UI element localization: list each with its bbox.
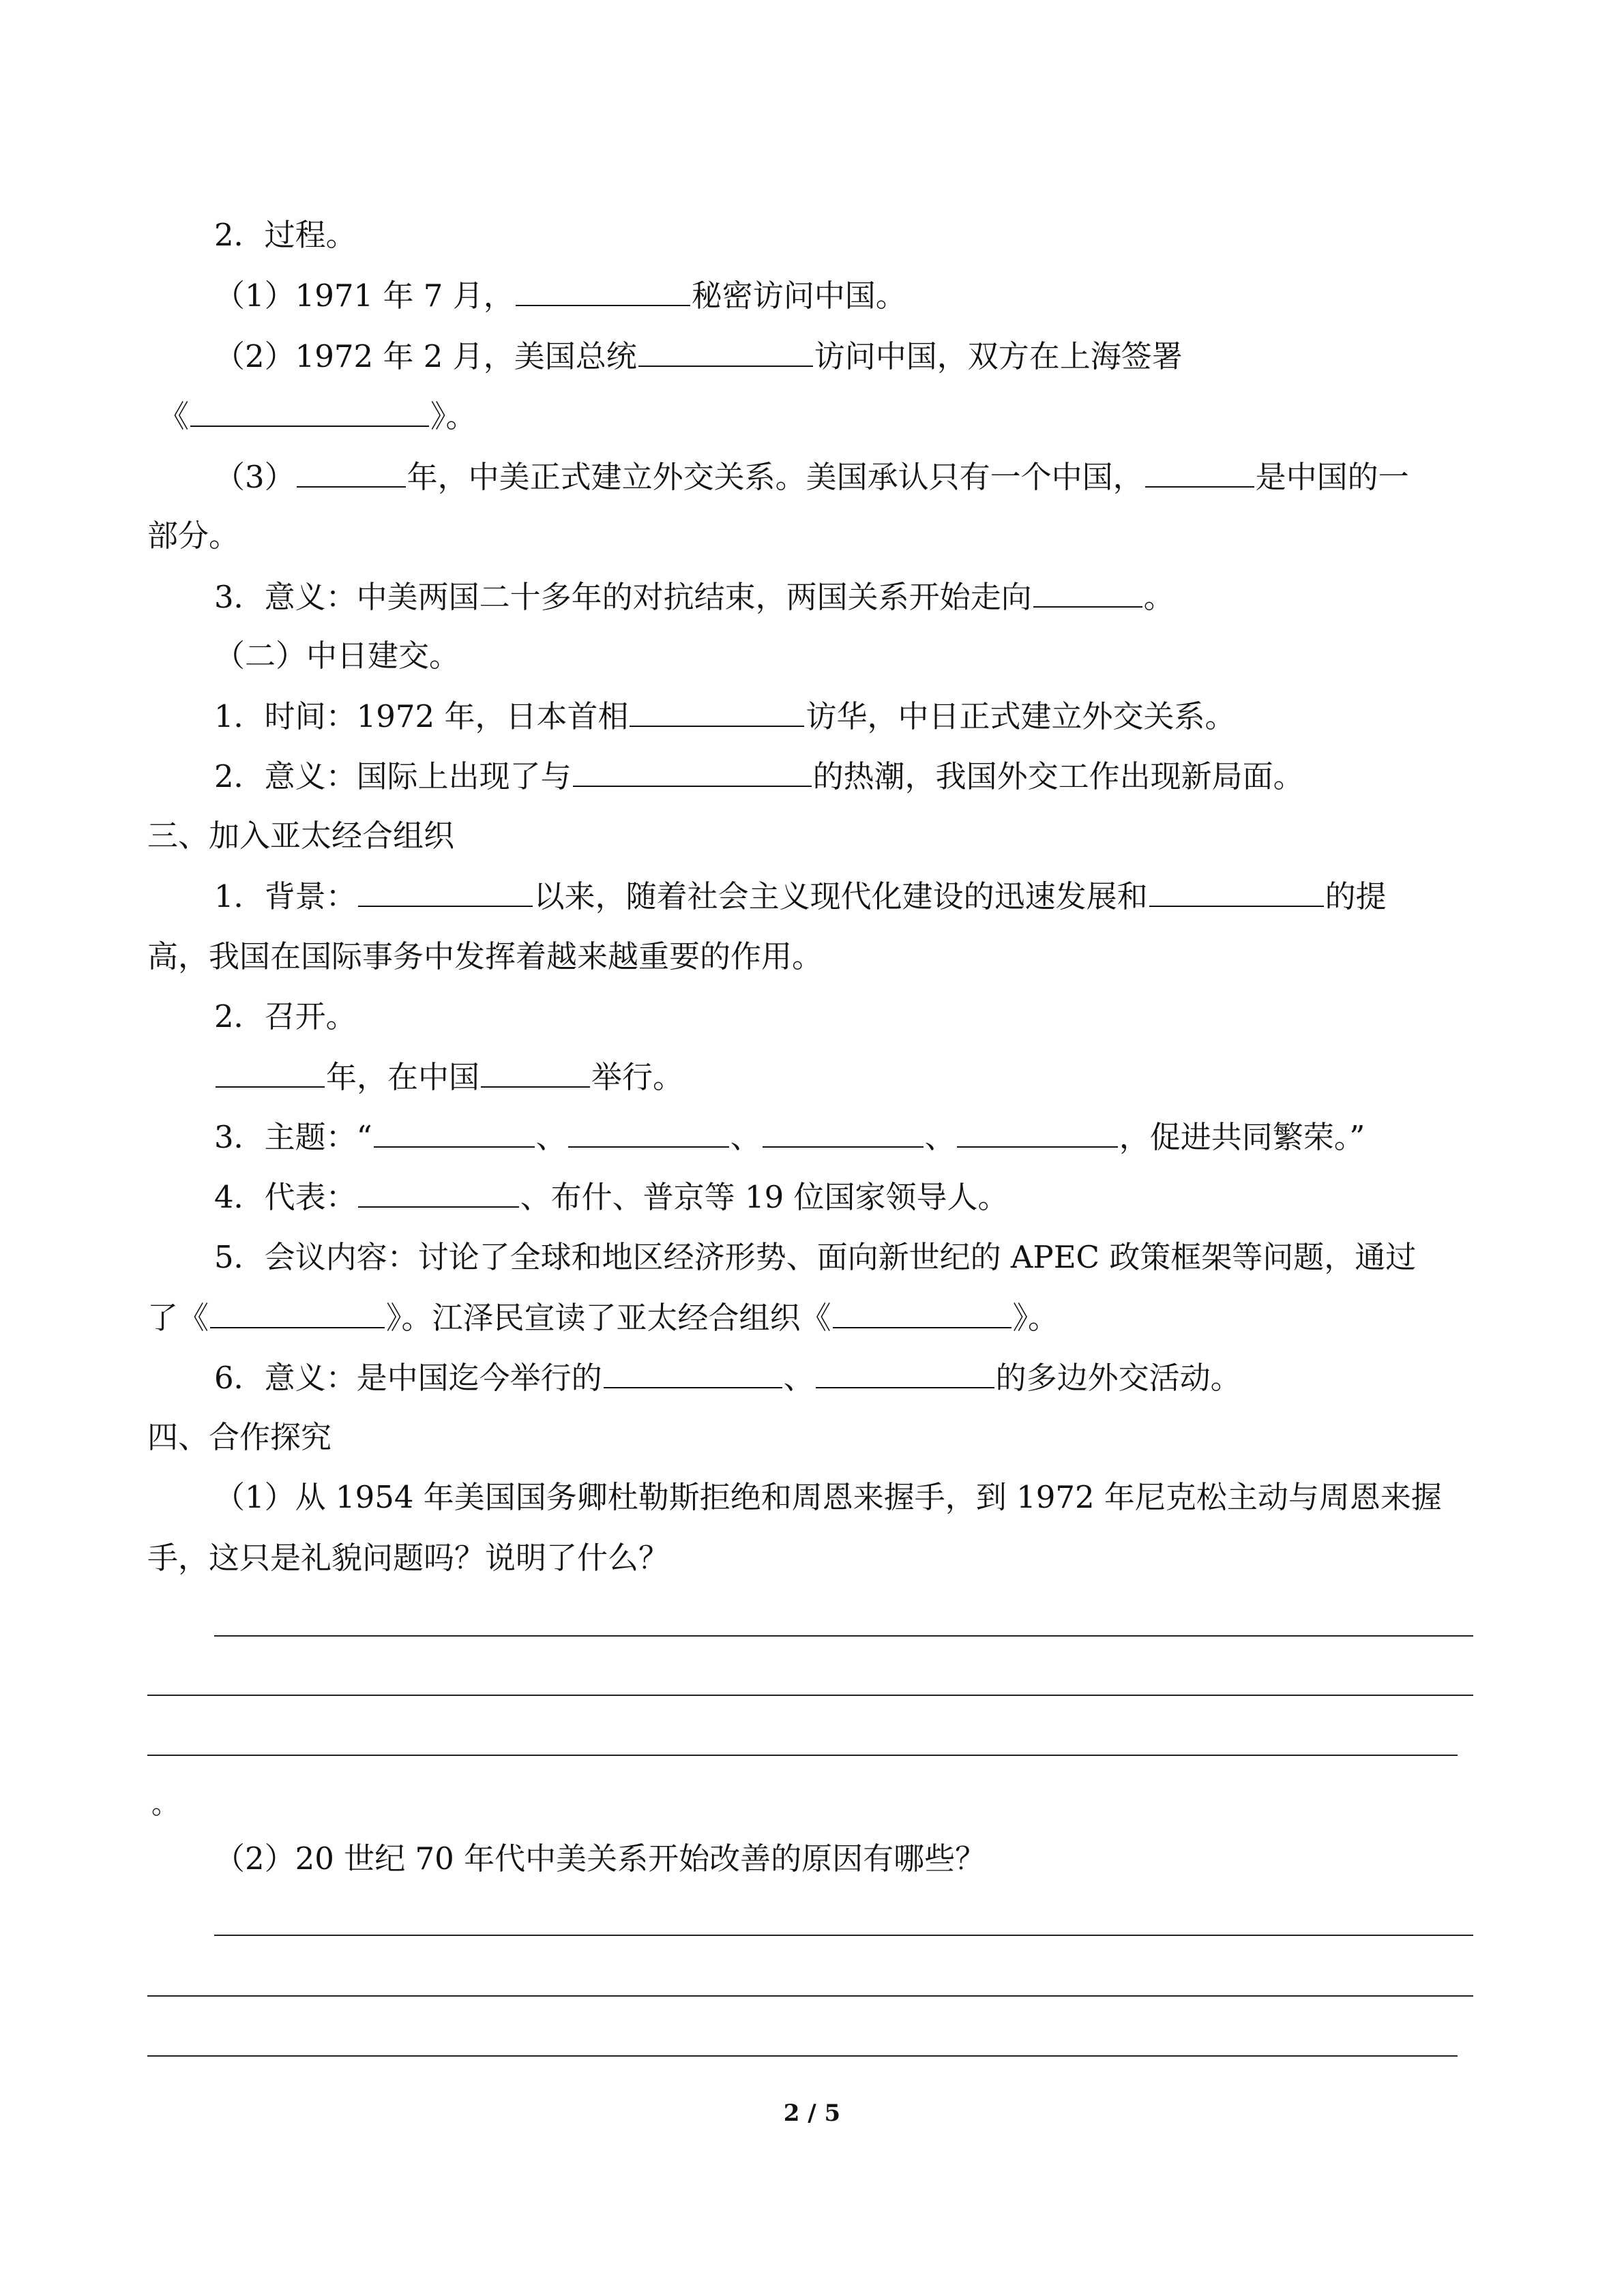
answer-blank[interactable] xyxy=(573,756,812,787)
answer-line[interactable] xyxy=(214,1635,1473,1637)
answer-blank[interactable] xyxy=(957,1116,1118,1148)
item-japan-time: 1．时间：1972 年，日本首相 访华，中日正式建立外交关系。 xyxy=(214,696,1235,736)
item-apec-content-cont: 了《 》。江泽民宣读了亚太经合组织《 》。 xyxy=(147,1297,1059,1338)
item-1972-doc: 《 》。 xyxy=(158,396,477,436)
answer-blank[interactable] xyxy=(568,1116,729,1148)
item-meaning-us: 3．意义：中美两国二十多年的对抗结束，两国关系开始走向 。 xyxy=(214,576,1175,617)
answer-blank[interactable] xyxy=(1149,876,1324,907)
answer-line[interactable] xyxy=(147,1755,1458,1756)
item-1972: （2）1972 年 2 月，美国总统 访问中国，双方在上海签署 xyxy=(214,336,1183,376)
answer-blank[interactable] xyxy=(638,336,813,367)
item-establish: （3） 年，中美正式建立外交关系。美国承认只有一个中国， 是中国的一 xyxy=(214,456,1409,497)
heading-apec: 三、加入亚太经合组织 xyxy=(147,818,455,854)
answer-line[interactable] xyxy=(147,1995,1473,1997)
item-japan-meaning: 2．意义：国际上出现了与 的热潮，我国外交工作出现新局面。 xyxy=(214,756,1304,796)
answer-blank[interactable] xyxy=(374,1116,535,1148)
answer-blank[interactable] xyxy=(630,696,804,727)
answer-blank[interactable] xyxy=(358,1176,519,1208)
item-apec-theme: 3．主题：“ 、 、 、 ，促进共同繁荣。” xyxy=(214,1116,1365,1157)
question-2: （2）20 世纪 70 年代中美关系开始改善的原因有哪些？ xyxy=(214,1840,986,1877)
item-apec-meaning: 6．意义：是中国迄今举行的 、 的多边外交活动。 xyxy=(214,1357,1241,1398)
answer-blank[interactable] xyxy=(1033,576,1142,608)
item-apec-content: 5．会议内容：讨论了全球和地区经济形势、面向新世纪的 APEC 政策框架等问题，通过 xyxy=(214,1239,1417,1275)
heading-process: 2．过程。 xyxy=(214,217,357,253)
item-establish-cont: 部分。 xyxy=(147,518,240,554)
answer-line[interactable] xyxy=(214,1935,1473,1936)
answer-blank[interactable] xyxy=(358,876,533,907)
answer-blank[interactable] xyxy=(1145,456,1254,488)
item-apec-hold-fill: 年，在中国 举行。 xyxy=(214,1056,683,1097)
heading-sino-japan: （二）中日建交。 xyxy=(214,638,460,674)
answer-blank[interactable] xyxy=(816,1357,994,1388)
item-apec-background: 1．背景： 以来，随着社会主义现代化建设的迅速发展和 的提 xyxy=(214,876,1387,916)
page-number: 2 / 5 xyxy=(783,2100,841,2127)
item-apec-background-cont: 高，我国在国际事务中发挥着越来越重要的作用。 xyxy=(147,938,823,974)
answer-line[interactable] xyxy=(147,1695,1473,1696)
answer-blank[interactable] xyxy=(833,1297,1012,1328)
answer-blank[interactable] xyxy=(210,1297,385,1328)
question-1: （1）从 1954 年美国国务卿杜勒斯拒绝和周恩来握手，到 1972 年尼克松主动与周恩来握 xyxy=(214,1479,1442,1515)
question-1-cont: 手，这只是礼貌问题吗？说明了什么？ xyxy=(147,1540,670,1576)
period-mark: 。 xyxy=(151,1789,179,1820)
answer-blank[interactable] xyxy=(763,1116,924,1148)
heading-cooperation: 四、合作探究 xyxy=(147,1419,332,1455)
item-1971: （1）1971 年 7 月， 秘密访问中国。 xyxy=(214,275,906,316)
answer-line[interactable] xyxy=(147,2055,1458,2057)
answer-blank[interactable] xyxy=(297,456,406,488)
item-apec-representatives: 4．代表： 、布什、普京等 19 位国家领导人。 xyxy=(214,1176,1009,1217)
answer-blank[interactable] xyxy=(604,1357,782,1388)
item-apec-hold: 2．召开。 xyxy=(214,998,357,1034)
answer-blank[interactable] xyxy=(481,1056,590,1088)
answer-blank[interactable] xyxy=(190,396,429,427)
answer-blank[interactable] xyxy=(216,1056,325,1088)
answer-blank[interactable] xyxy=(516,275,690,306)
